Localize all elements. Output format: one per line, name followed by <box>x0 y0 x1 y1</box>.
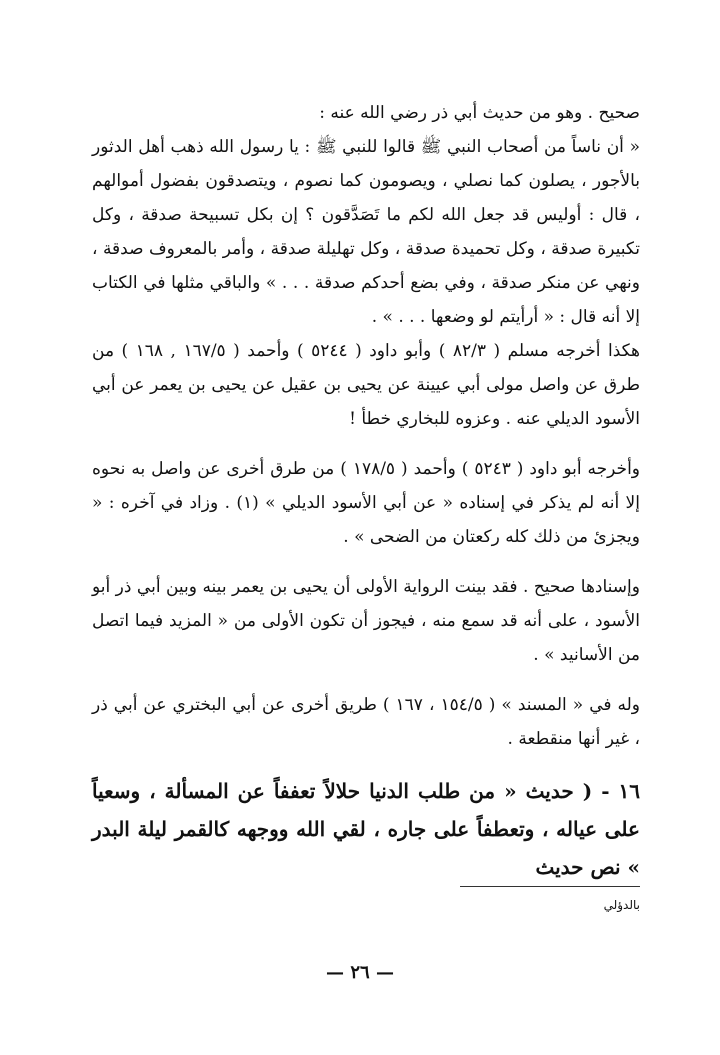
paragraph-2: « أن ناساً من أصحاب النبي ﷺ قالوا للنبي ﷺ : يا رسول الله ذهب أهل الدثور بالأجور ، يصلون كما نصلي ، ويصومون كما نصوم ، ويتصدقون بفضول أموالهم ، قال : أوليس قد جعل الله لكم ما تَصَدَّقون ؟ إن بكل تسبيحة صدقة ، وكل تكبيرة صدقة ، وكل تحميدة صدقة ، وكل تهليلة صدقة ، وأمر بالمعروف صدقة ، ونهي عن منكر صدقة ، وفي بضع أحدكم صدقة . . . » والباقي مثلها في الكتاب إلا أنه قال : « أرأيتم لو وضعها . . . » . <box>92 137 640 327</box>
paragraph-6: وله في « المسند » ( ١٥٤/٥ ، ١٦٧ ) طريق أخرى عن أبي البختري عن أبي ذر ، غير أنها منقطعة . <box>92 695 641 749</box>
paragraph-3: هكذا أخرجه مسلم ( ٨٢/٣ ) وأبو داود ( ٥٢٤٤ ) وأحمد ( ١٦٧/٥ , ١٦٨ ) من طرق عن واصل مولى أبي عيينة عن يحيى بن عقيل عن يحيى بن يعمر عن أبي الأسود الديلي عنه . وعزوه للبخاري خطأ ! <box>92 341 640 429</box>
hadith-heading: ١٦ - ( حديث « من طلب الدنيا حلالاً تعففاً عن المسألة ، وسعياً على عياله ، وتعطفاً على جاره ، لقي الله ووجهه كالقمر ليلة البدر » نص حديث <box>92 779 640 879</box>
paragraph-1: صحيح . وهو من حديث أبي ذر رضي الله عنه : <box>319 103 640 123</box>
paragraph-5: وإسنادها صحيح . فقد بينت الرواية الأولى أن يحيى بن يعمر بينه وبين أبي ذر أبو الأسود ، على أنه قد سمع منه ، فيجوز أن تكون الأولى من « المزيد فيما اتصل من الأسانيد » . <box>92 577 640 665</box>
page-number: — ٢٦ — <box>326 962 394 983</box>
page-body <box>92 96 640 886</box>
footnote-divider <box>460 886 640 887</box>
footnote: بالدؤلي <box>603 898 640 912</box>
paragraph-4: وأخرجه أبو داود ( ٥٢٤٣ ) وأحمد ( ١٧٨/٥ ) من طرق أخرى عن واصل به نحوه إلا أنه لم يذكر في إسناده « عن أبي الأسود الديلي » (١) . وزاد في آخره : « ويجزئ من ذلك كله ركعتان من الضحى » . <box>92 459 640 547</box>
